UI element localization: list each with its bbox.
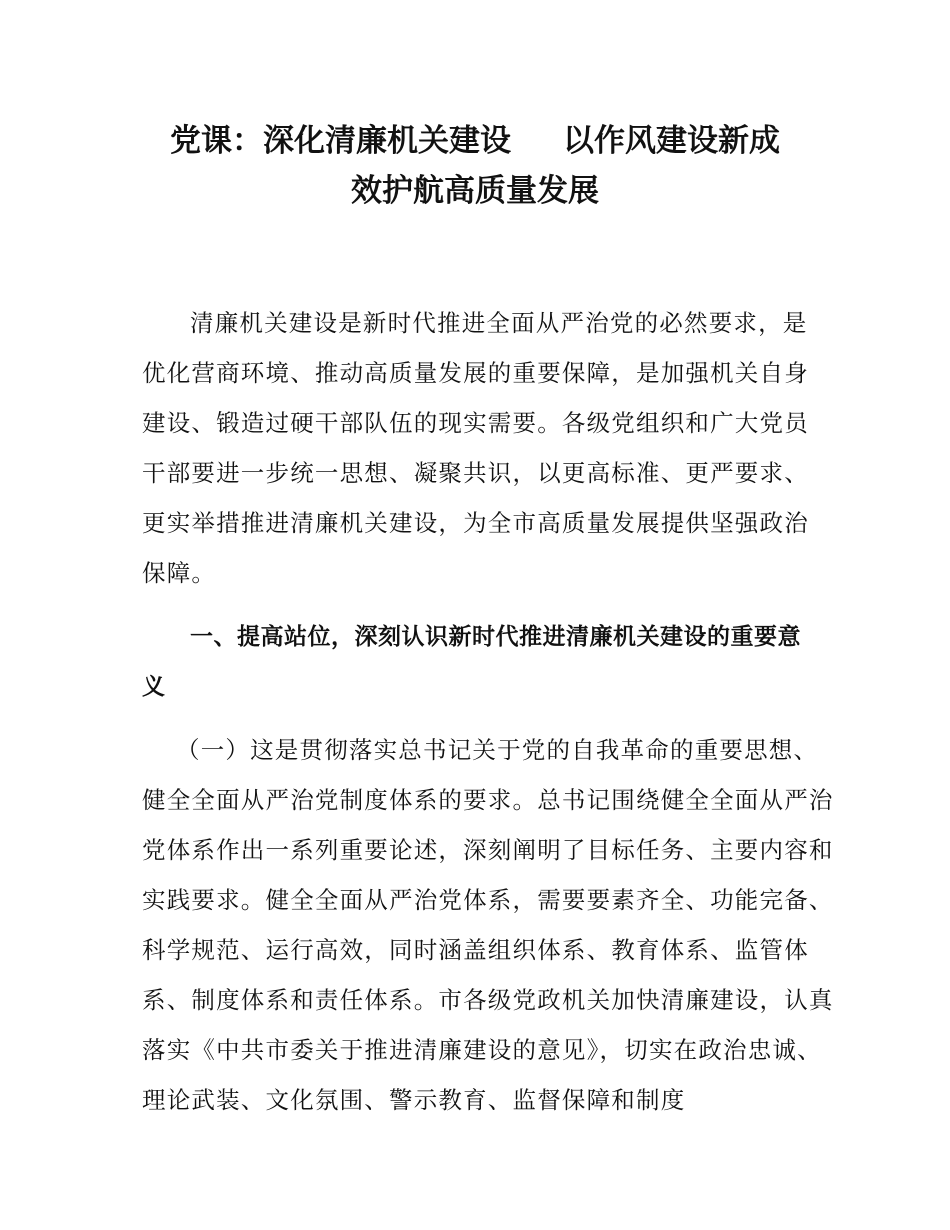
title-line-1-part-1: 党课：深化清廉机关建设 bbox=[170, 123, 511, 159]
intro-paragraph: 清廉机关建设是新时代推进全面从严治党的必然要求，是优化营商环境、推动高质量发展的重要保障，是加强机关自身建设、锻造过硬干部队伍的现实需要。各级党组织和广大党员干部要进一步统一思想、凝聚共识，以更高标准、更严要求、更实举措推进清廉机关建设，为全市高质量发展提供坚强政治保障。 bbox=[142, 309, 809, 587]
title-line-2: 效护航高质量发展 bbox=[351, 173, 599, 209]
title-line-1 bbox=[0, 116, 950, 166]
title-line-1-part-2: 以作风建设新成 bbox=[563, 123, 780, 159]
section-1-paragraph-1: （一）这是贯彻落实总书记关于党的自我革命的重要思想、健全全面从严治党制度体系的要求。总书记围绕健全全面从严治党体系作出一系列重要论述，深刻阐明了目标任务、主要内容和实践要求。健全全面从严治党体系，需要要素齐全、功能完备、科学规范、运行高效，同时涵盖组织体系、教育体系、监管体系、制度体系和责任体系。市各级党政机关加快清廉建设，认真落实《中共市委关于推进清廉建设的意见》，切实在政治忠诚、理论武装、文化氛围、警示教育、监督保障和制度 bbox=[142, 736, 834, 1114]
document-title bbox=[0, 116, 950, 216]
section-heading-1: 一、提高站位，深刻认识新时代推进清廉机关建设的重要意义 bbox=[142, 624, 801, 700]
